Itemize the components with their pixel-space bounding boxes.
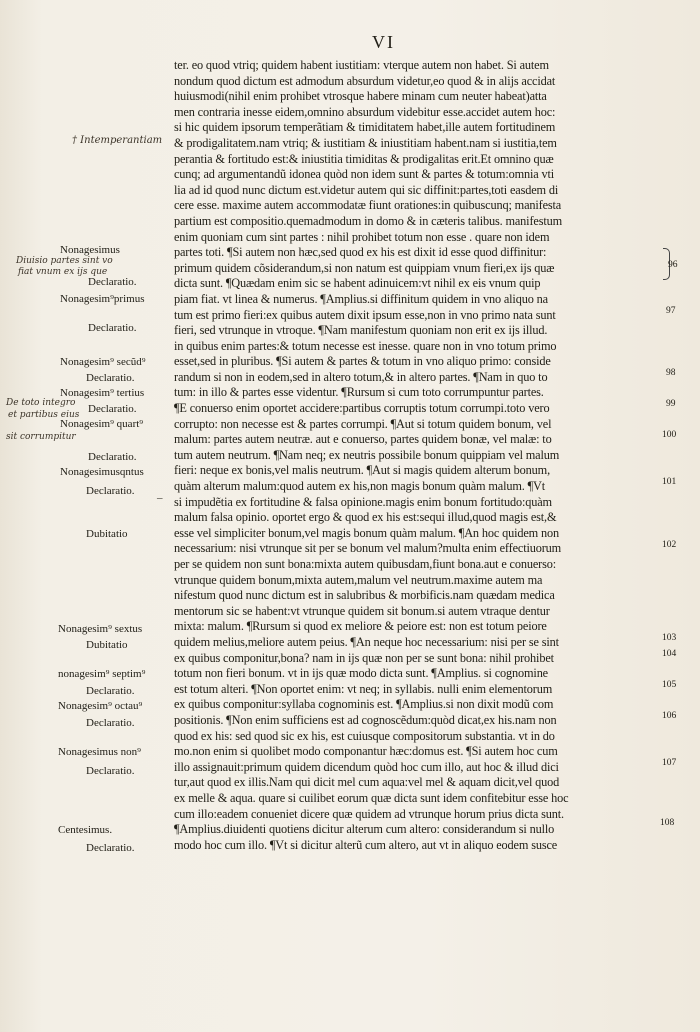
margin-label: Declaratio. [86,372,135,384]
text-line: lia ad id quod nunc dictum est.videtur autem qui sic diffinit:partes,toti easdem di [174,182,559,197]
section-number: 99 [666,399,676,409]
section-number: 101 [662,477,677,487]
section-number: 107 [662,758,677,768]
text-line: mo.non enim si quolibet modo componantur hæc:domus est. ¶Si autem hoc cum [174,744,558,759]
text-line: men contraria inesse eidem,omnino absurdum videbitur esse.accidet autem hoc: [174,104,556,119]
text-line: modo hoc cum illo. ¶Vt si dicitur alterũ cum altero, aut vt in aliquo eodem susce [174,837,558,852]
text-line: malum: partes autem neutræ. aut e conuerso, partes quidem bonæ, vel malæ: to [174,432,552,447]
section-number: 97 [666,306,676,316]
text-line: per se quidem non sunt bona:mixta autem quibusdam,fiunt bona.aut e conuerso: [174,557,557,571]
text-line: nifestum quod nunc dictum est in salubribus & morbificis.nam quædam medica [174,588,555,603]
section-number: 103 [662,633,677,643]
text-line: primum quidem cõsiderandum,si non natum est quippiam vnum fieri,ex ijs quæ [174,260,555,275]
margin-label: Nonagesimus non⁹ [58,746,141,758]
margin-label: Dubitatio [86,639,128,651]
text-line: est totum alteri. ¶Non oportet enim: vt neq; in syllabis. nulli enim elementorum [174,681,553,696]
text-line: illo assignauit:primum quidem dicendum quòd hoc cum illo, aut hoc & illud dici [174,759,559,774]
text-line: randum si non in eodem,sed in altero totum,& in altero partes. ¶Nam in quo to [174,369,548,384]
text-line: cum illo:eadem conueniet dicere quæ quidem ad vtrunque horum prius dicta sunt. [174,806,564,821]
text-line: nondum quod dictum est admodum absurdum videtur,eo quod & in alijs accidat [174,73,556,88]
margin-label: Declaratio. [88,451,137,463]
text-line: & prodigalitatem.nam vtriq; & iustitiam & iniustitiam habent.nam si iustitia,tem [174,135,557,150]
section-number: 104 [662,649,677,659]
text-line: esset,sed in pluribus. ¶Si autem & partes & totum in vno aliquo primo: conside [174,354,551,369]
margin-dash: – [157,492,163,504]
section-number: 96 [668,260,678,270]
text-line: tum: in illo & partes esse videntur. ¶Rursum si cum toto corrumpuntur partes. [174,385,544,400]
text-line: perantia & fortitudo est:& iniustitia timiditas & prodigalitas erit.Et omnino quæ [174,151,554,166]
text-line: mentorum sic se habent:vt vtrunque quidem sit bonum.si autem vtraque dentur [174,603,550,618]
text-line: ¶Amplius.diuidenti quotiens dicitur alterum cum altero: considerandum si nullo [174,822,555,837]
text-line: in quibus enim partes:& totum necesse est inesse. quare non in vno totum primo [174,338,557,353]
margin-label: Declaratio. [86,842,135,854]
section-number: 102 [662,540,677,550]
margin-label: Nonagesim⁹ quart⁹ [60,418,144,430]
margin-label: Nonagesim⁹ octau⁹ [58,700,143,712]
margin-label: Nonagesim⁹ tertius [60,387,145,399]
right-margin [660,0,700,1032]
text-line: ¶E conuerso enim oportet accidere:partibus corruptis totum corrumpi.toto vero [174,401,550,416]
handwritten-note: fiat vnum ex ijs que [18,267,108,277]
text-line: positionis. ¶Non enim sufficiens est ad cognoscẽdum:quòd dicat,ex his.nam non [174,712,557,727]
section-number: 98 [666,368,676,378]
text-line: si impudẽtia ex fortitudine & falsa opinione.magis enim bonum fortitudo:quàm [174,494,552,509]
text-line: quidem melius,meliore autem peius. ¶An neque hoc necessarium: nisi per se sint [174,634,559,649]
text-line: necessarium: nisi vtrunque sit per se bonum vel malum?multa enim effectiuorum [174,541,562,556]
handwritten-note: † Intemperantiam [72,135,163,146]
margin-label: Declaratio. [86,717,135,729]
margin-label: Declaratio. [86,685,135,697]
text-line: fieri: neque ex bonis,vel malis neutrum. ¶Aut si magis quidem alterum bonum, [174,463,550,478]
text-line: tum est primo fieri:ex quibus autem dixit ipsum esse,non in vno primo nata sunt [174,307,556,322]
margin-label: nonagesim⁹ septim⁹ [58,668,146,680]
text-line: ex quibus componitur:syllaba cognominis est. ¶Amplius.si non dixit modũ com [174,697,554,712]
handwritten-note: De toto integro [6,398,76,408]
text-line: malum falsa opinio. oportet ergo & quod ex his est:sequi illud,quod magis est,& [174,510,557,525]
margin-label: Nonagesim⁹ secũd⁹ [60,356,146,368]
margin-label: Declaratio. [88,276,137,288]
text-line: si hic quidem ipsorum temperãtiam & timiditatem habet,ille autem fortitudinem [174,120,556,135]
text-line: ter. eo quod vtriq; quidem habent iustitiam: vterque autem non habet. Si autem [174,58,549,72]
main-text-block [174,58,658,853]
text-line: tur,aut quod ex illis.Nam qui dicit mel cum aqua:vel mel & aquam dicit,vel quod [174,775,560,790]
margin-label: Centesimus. [58,824,113,836]
text-line: partes toti. ¶Si autem non hæc,sed quod ex his est dixit id esse quod diffinitur: [174,245,547,260]
text-line: cunq; ad argumentandũ idonea quòd non idem sunt & partes & totum:omnia vti [174,167,555,182]
folio-number: VI [372,32,395,52]
margin-label: Declaratio. [86,485,135,497]
section-number: 105 [662,680,677,690]
text-line: vtrunque quidem bonum,mixta autem,malum vel neutrum.maxime autem ma [174,572,543,587]
text-line: mixta: malum. ¶Rursum si quod ex meliore & peiore est: non est totum peiore [174,619,547,634]
handwritten-note: Diuisio partes sint vo [16,256,113,266]
left-margin [0,0,174,1032]
text-line: tum autem neutrum. ¶Nam neq; ex neutris possibile bonum quippiam vel malum [174,447,560,462]
margin-label: Nonagesimusqntus [60,466,144,478]
text-line: enim quoniam cum sint partes : nihil prohibet totum non esse . quare non idem [174,229,550,244]
text-line: ex melle & aqua. quare si cuilibet eorum quæ dicta sunt idem confitebitur esse hoc [174,790,569,805]
section-number: 106 [662,711,677,721]
text-line: huiusmodi(nihil enim prohibet vtrosque habere minam cum neuter habeat)atta [174,89,547,104]
margin-label: Declaratio. [86,765,135,777]
margin-label: Nonagesim⁹primus [60,293,145,305]
text-line: dicta sunt. ¶Quædam enim sic se habent adinuicem:vt nihil ex eis vnum quip [174,276,541,291]
margin-label: Declaratio. [88,403,137,415]
text-line: corrupto: non necesse est & partes corrumpi. ¶Aut si totum quidem bonum, vel [174,416,552,431]
text-line: totum non fieri bonum. vt in ijs quæ modo dicta sunt. ¶Amplius. si cognomine [174,666,548,681]
section-number: 100 [662,430,677,440]
text-line: quod ex his: sed quod sic ex his, est cuiusque compositorum substantia. vt in do [174,728,555,743]
text-line: piam fiat. vt linea & numerus. ¶Amplius.si diffinitum quidem in vno aliquo na [174,291,548,306]
handwritten-note: sit corrumpitur [6,432,76,442]
margin-label: Dubitatio [86,528,128,540]
text-line: esse vel simpliciter bonum,vel magis bonum quàm malum. ¶An hoc quidem non [174,525,559,540]
margin-label: Nonagesimus [60,244,120,256]
text-line: ex quibus componitur,bona? nam in ijs quæ non per se sunt bona: nihil prohibet [174,650,554,665]
text-line: fieri, sed vtrunque in vtroque. ¶Nam manifestum quoniam non erit ex ijs illud. [174,323,548,338]
margin-label: Nonagesim⁹ sextus [58,623,143,635]
margin-label: Declaratio. [88,322,137,334]
handwritten-note: et partibus eius [8,410,80,420]
text-line: quàm alterum malum:quod autem ex his,non magis bonum quàm malum. ¶Vt [174,479,546,494]
text-line: partium est compositio.quemadmodum in domo & in cæteris talibus. manifestum [174,213,563,228]
text-line: cere esse. maxime autem accommodatæ fiunt orationes:in quibuscunq; manifesta [174,198,562,213]
section-number: 108 [660,818,675,828]
